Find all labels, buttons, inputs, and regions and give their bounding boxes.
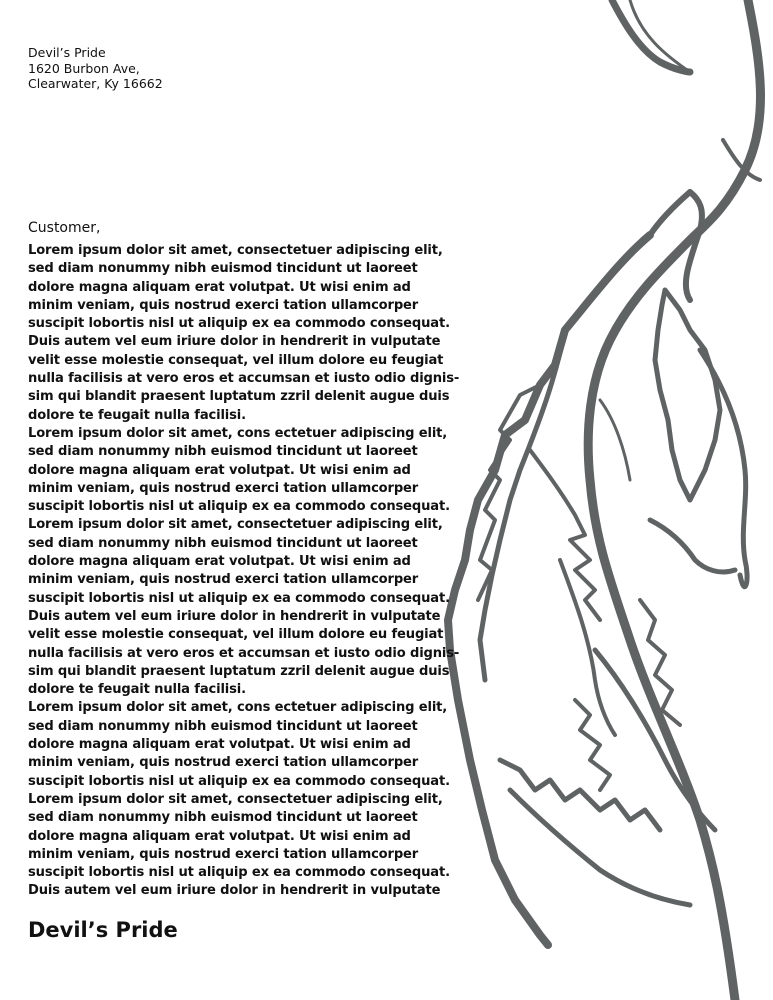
sender-address: Devil’s Pride 1620 Burbon Ave, Clearwater, Ky 16662 bbox=[28, 45, 163, 91]
signature: Devil’s Pride bbox=[28, 918, 178, 942]
salutation: Customer, bbox=[28, 220, 101, 236]
illustration-strokes bbox=[448, 0, 760, 1000]
letter-body: Lorem ipsum dolor sit amet, consectetuer adipiscing elit, sed diam nonummy nibh euismod tincidunt ut laoreet dolore magna aliquam erat volutpat. Ut wisi enim ad minim veniam, quis nostrud exerci tation ullamcorper suscipit lobortis nisl ut aliquip ex ea commodo consequat. Duis autem vel eum iriure dolor in hendrerit in vulputate velit esse molestie consequat, vel illum dolore eu feugiat nulla facilisis at vero eros et accumsan et iusto odio dignis- sim qui blandit praesent luptatum zzril delenit augue duis dolore te feugait nulla facilisi. Lorem ipsum dolor sit amet, cons ectetuer adipiscing elit, sed diam nonummy nibh euismod tincidunt ut laoreet dolore magna aliquam erat volutpat. Ut wisi enim ad minim veniam, quis nostrud exerci tation ullamcorper suscipit lobortis nisl ut aliquip ex ea commodo consequat. Lorem ipsum dolor sit amet, consectetuer adipiscing elit, sed diam nonummy nibh euismod tincidunt ut laoreet dolore magna aliquam erat volutpat. Ut wisi enim ad minim veniam, quis nostrud exerci tation ullamcorper suscipit lobortis nisl ut aliquip ex ea commodo consequat. Duis autem vel eum iriure dolor in hendrerit in vulputate velit esse molestie consequat, vel illum dolore eu feugiat nulla facilisis at vero eros et accumsan et iusto odio dignis- sim qui blandit praesent luptatum zzril delenit augue duis dolore te feugait nulla facilisi. Lorem ipsum dolor sit amet, cons ectetuer adipiscing elit, sed diam nonummy nibh euismod tincidunt ut laoreet dolore magna aliquam erat volutpat. Ut wisi enim ad minim veniam, quis nostrud exerci tation ullamcorper suscipit lobortis nisl ut aliquip ex ea commodo consequat. Lorem ipsum dolor sit amet, consectetuer adipiscing elit, sed diam nonummy nibh euismod tincidunt ut laoreet dolore magna aliquam erat volutpat. Ut wisi enim ad minim veniam, quis nostrud exerci tation ullamcorper suscipit lobortis nisl ut aliquip ex ea commodo consequat. Duis autem vel eum iriure dolor in hendrerit in vulputate bbox=[28, 243, 460, 899]
